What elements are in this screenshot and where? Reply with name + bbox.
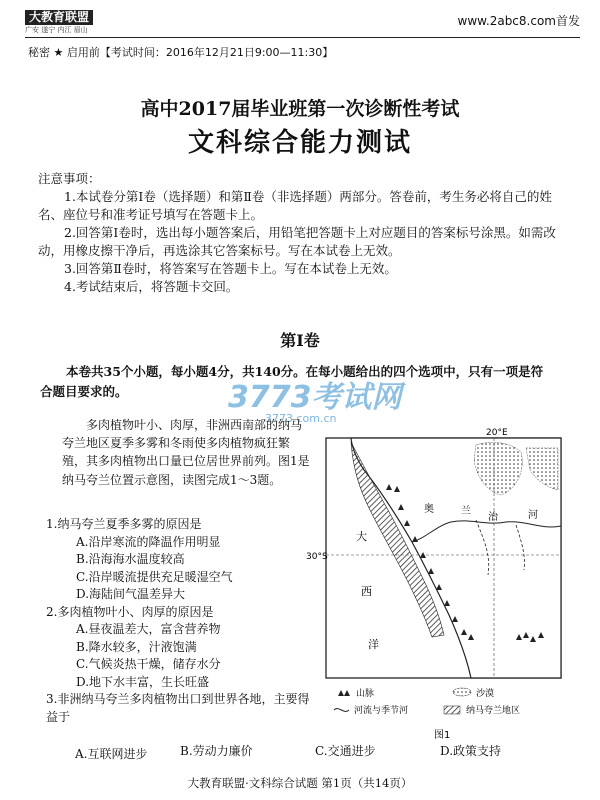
legend-river: 河流与季节河 <box>354 706 409 716</box>
section-intro-text: 本卷共35个小题，每小题4分，共140分。在每小题给出的四个选项中，只有一项是符合题目要求的。 <box>40 364 544 399</box>
notice-item: 4.考试结束后，将答题卡交回。 <box>64 279 239 294</box>
notice-item: 1.本试卷分第Ⅰ卷（选择题）和第Ⅱ卷（非选择题）两部分。答卷前，考生务必将自己的姓名、座位号和准考证号填写在答题卡上。 <box>38 189 552 222</box>
question-stem: 1.纳马夸兰夏季多雾的原因是 <box>46 517 202 531</box>
question-option: D.政策支持 <box>440 744 502 758</box>
question-option: D.海陆间气温差异大 <box>76 587 186 601</box>
section-title: 第Ⅰ卷 <box>280 331 320 350</box>
river-char: 兰 <box>461 506 471 517</box>
reading-passage <box>62 416 312 489</box>
logo-subtitle: 广安 遂宁 内江 眉山 <box>25 26 88 34</box>
question-option: A.互联网进步 <box>75 747 148 761</box>
question-option: C.交通进步 <box>315 744 376 758</box>
river-char: 奥 <box>424 504 434 515</box>
question-list <box>46 516 316 726</box>
question-option: C.气候炎热干燥，储存水分 <box>76 657 221 671</box>
exam-title: 高中2017届毕业班第一次诊断性考试 <box>140 98 460 120</box>
exam-meta: 秘密 ★ 启用前【考试时间：2016年12月21日9:00—11:30】 <box>28 46 334 59</box>
river-char: 治 <box>488 512 498 523</box>
logo-text: 大教育联盟 <box>25 10 93 25</box>
header-rule <box>25 37 580 38</box>
ocean-char: 洋 <box>368 638 379 651</box>
notice-item: 2.回答第Ⅰ卷时，选出每小题答案后，用铅笔把答题卡上对应题目的答案标号涂黑。如需改动，用橡皮擦干净后，再选涂其它答案标号。写在本试卷上无效。 <box>38 225 556 258</box>
legend-desert: 沙漠 <box>476 689 495 699</box>
question-option: A.昼夜温差大，富含营养物 <box>76 622 221 636</box>
notice-item: 3.回答第Ⅱ卷时，将答案写在答题卡上。写在本试卷上无效。 <box>64 261 397 276</box>
passage-text: 多肉植物叶小、肉厚，非洲西南部的纳马夸兰地区夏季多雾和冬雨使多肉植物疯狂繁殖，其多肉植物出口量已位居世界前列。图1是纳马夸兰位置示意图，读图完成1～3题。 <box>62 418 310 487</box>
lat-label: 30°S <box>306 552 328 562</box>
question-option: A.沿岸寒流的降温作用明显 <box>76 534 221 549</box>
river-char: 河 <box>528 510 538 521</box>
lon-label: 20°E <box>486 428 508 438</box>
legend-namaqualand: 纳马夸兰地区 <box>466 706 521 716</box>
ocean-char: 西 <box>361 585 372 598</box>
ocean-char: 大 <box>356 530 367 543</box>
question-option: D.地下水丰富，生长旺盛 <box>76 674 210 689</box>
question-stem: 3.非洲纳马夸兰多肉植物出口到世界各地，主要得益于 <box>46 692 310 724</box>
notice-heading: 注意事项： <box>38 171 101 186</box>
legend-mountain: 山脉 <box>356 689 375 699</box>
question-option: C.沿岸暖流提供充足暖湿空气 <box>76 569 233 584</box>
question-option: B.降水较多，汁液饱满 <box>76 639 197 654</box>
site-url: www.2abc8.com首发 <box>457 14 580 28</box>
figure-caption: 图1 <box>434 730 451 741</box>
question-option: B.沿海海水温度较高 <box>76 552 185 566</box>
page-footer: 大教育联盟·文科综合试题 第1页（共14页） <box>187 776 413 790</box>
question-option: B.劳动力廉价 <box>180 744 253 758</box>
notice-section <box>38 170 558 296</box>
publisher-logo <box>25 6 125 32</box>
watermark-url: 3773.com.cn <box>265 412 337 425</box>
question-stem: 2.多肉植物叶小、肉厚的原因是 <box>46 604 214 619</box>
watermark-logo: 3773考试网 <box>228 380 402 415</box>
figure-1-map <box>306 428 571 745</box>
exam-subject: 文科综合能力测试 <box>187 128 412 158</box>
map-legend <box>334 687 520 716</box>
